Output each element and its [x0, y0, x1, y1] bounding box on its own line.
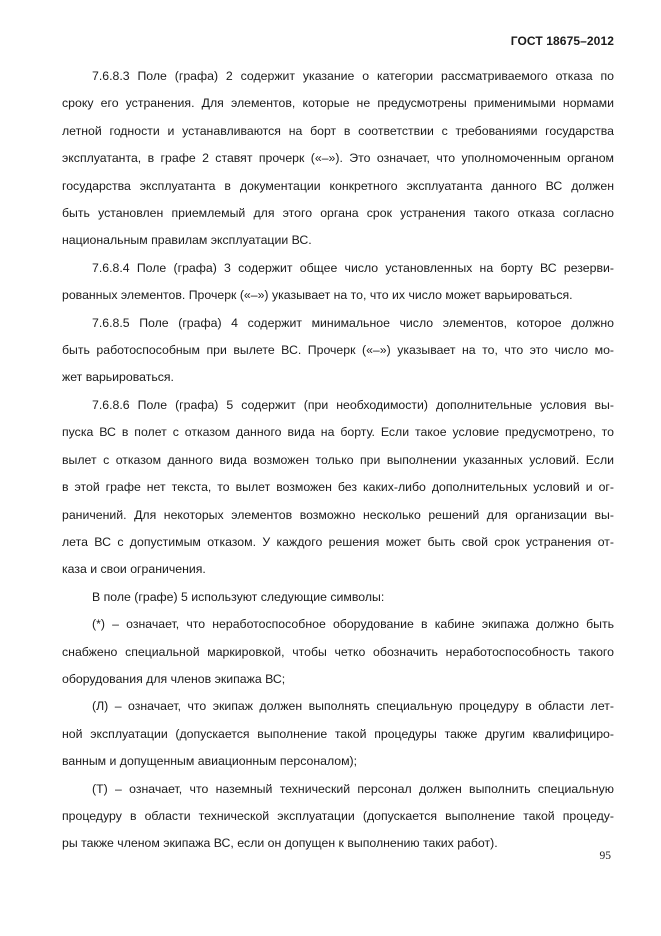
text-line: (*) – означает, что неработоспособное оборудование в кабине экипажа должно быть — [92, 617, 614, 632]
document-body — [62, 63, 614, 858]
text-line: каза и свои ограничения. — [62, 562, 206, 577]
text-line: вылет с отказом данного вида возможен только при выполнении указанных условий. Если — [62, 452, 614, 467]
text-line: оборудования для членов экипажа ВС; — [62, 671, 286, 686]
text-line: быть установлен приемлемый для этого органа срок устранения такого отказа согласно — [62, 206, 614, 221]
text-line: В поле (графе) 5 используют следующие символы: — [92, 589, 385, 604]
text-line: (Л) – означает, что экипаж должен выполнять специальную процедуру в области лет- — [92, 699, 614, 714]
text-line: 7.6.8.6 Поле (графа) 5 содержит (при необходимости) дополнительные условия вы- — [92, 397, 614, 412]
text-line: 7.6.8.4 Поле (графа) 3 содержит общее число установленных на борту ВС резерви- — [92, 260, 614, 275]
text-line: жет варьироваться. — [62, 370, 174, 385]
text-line: пуска ВС в полет с отказом данного вида на борту. Если такое условие предусмотрено, то — [62, 425, 614, 440]
text-line: раничений. Для некоторых элементов возможно несколько решений для организации вы- — [62, 507, 614, 522]
text-line: рованных элементов. Прочерк («–») указывает на то, что их число может варьироваться. — [62, 288, 573, 303]
text-line: 7.6.8.3 Поле (графа) 2 содержит указание о категории рассматриваемого отказа по — [92, 69, 614, 83]
paragraph — [62, 63, 614, 255]
text-line: национальным правилам эксплуатации ВС. — [62, 233, 312, 248]
text-line: в этой графе нет текста, то вылет возможен без каких-либо дополнительных условий и ог- — [62, 480, 614, 495]
text-line: 7.6.8.5 Поле (графа) 4 содержит минимальное число элементов, которое должно — [92, 315, 614, 330]
text-line: лета ВС с допустимым отказом. У каждого решения может быть свой срок устранения от- — [62, 534, 614, 549]
paragraph — [62, 611, 614, 693]
paragraph — [62, 584, 614, 611]
text-line: сроку его устранения. Для элементов, которые не предусмотрены применимыми нормами — [62, 96, 614, 111]
paragraph — [62, 310, 614, 392]
text-line: ры также членом экипажа ВС, если он допущен к выполнению таких работ). — [62, 836, 498, 851]
text-line: быть работоспособным при вылете ВС. Прочерк («–») указывает на то, что это число мо- — [62, 343, 614, 358]
paragraph — [62, 392, 614, 584]
text-line: эксплуатанта, в графе 2 ставят прочерк («–»). Это означает, что уполномоченным органом — [62, 151, 614, 166]
text-line: ной эксплуатации (допускается выполнение такой процедуры также другим квалифициро- — [62, 726, 614, 741]
text-line: ванным и допущенным авиационным персоналом); — [62, 754, 358, 769]
page-number: 95 — [599, 850, 611, 862]
paragraph — [62, 255, 614, 310]
paragraph — [62, 693, 614, 775]
paragraph — [62, 776, 614, 858]
standard-header: ГОСТ 18675–2012 — [510, 34, 614, 48]
text-line: летной годности и устанавливаются на борт в соответствии с требованиями государства — [62, 123, 614, 138]
text-line: (Т) – означает, что наземный технический персонал должен выполнить специальную — [92, 781, 614, 796]
text-line: снабжено специальной маркировкой, чтобы четко обозначить неработоспособность такого — [62, 644, 614, 659]
text-line: государства эксплуатанта в документации конкретного эксплуатанта данного ВС должен — [62, 178, 614, 193]
text-line: процедуру в области технической эксплуатации (допускается выполнение такой процеду- — [62, 808, 614, 823]
